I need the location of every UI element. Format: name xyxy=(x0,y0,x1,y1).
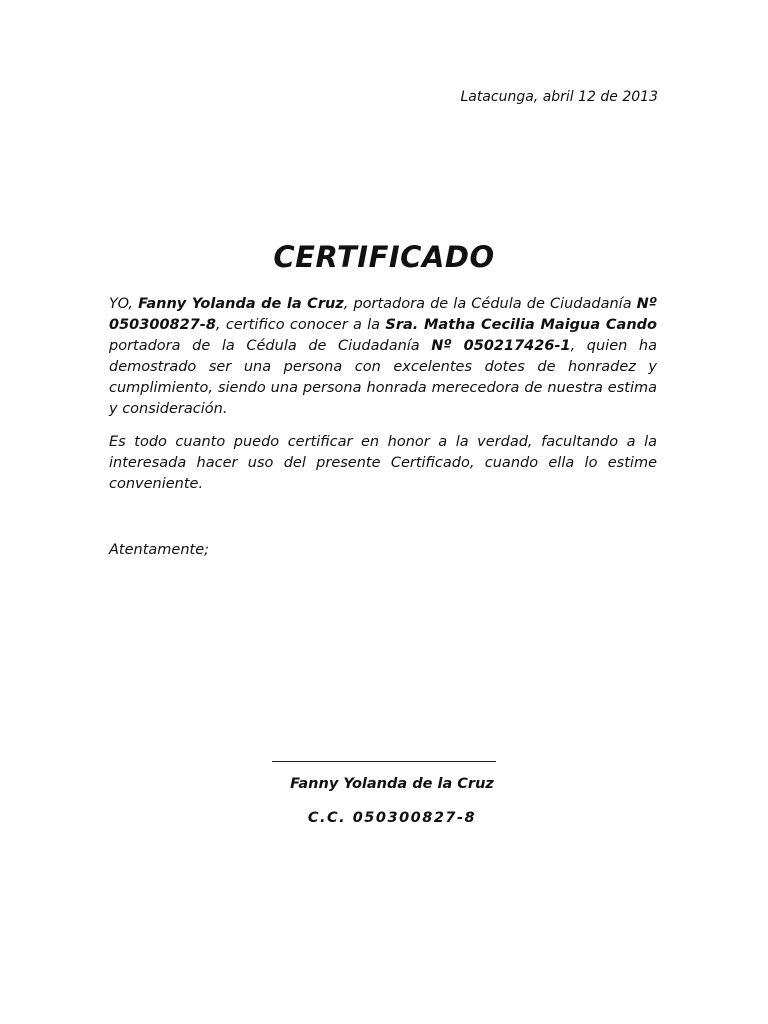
paragraph-text-2: , portadora de la Cédula de Ciudadanía xyxy=(343,296,637,312)
beneficiary-name: Sra. Matha Cecilia Maigua Cando xyxy=(385,317,657,333)
signature-line xyxy=(272,761,496,762)
paragraph-text-5: , quien ha demostrado ser una persona con excelentes dotes de honradez y cumplimiento, siendo una persona honrada merecedora de nuestra estima y consideración. xyxy=(109,338,657,417)
certification-paragraph xyxy=(109,294,657,420)
signer-id: C.C. 050300827-8 xyxy=(307,810,477,826)
certifier-name: Fanny Yolanda de la Cruz xyxy=(138,296,344,312)
paragraph-text-1: YO, xyxy=(109,296,139,312)
certifier-id-number: Nº 050300827-8 xyxy=(109,296,657,333)
signer-name: Fanny Yolanda de la Cruz xyxy=(290,776,494,792)
document-title: CERTIFICADO xyxy=(273,240,495,274)
beneficiary-id-number: Nº 050217426-1 xyxy=(431,338,571,354)
paragraph-text-3: , certifico conocer a la xyxy=(215,317,386,333)
closing-salutation: Atentamente; xyxy=(109,542,210,558)
paragraph-text-4: portadora de la Cédula de Ciudadanía xyxy=(109,338,432,354)
document-date: Latacunga, abril 12 de 2013 xyxy=(460,89,658,105)
closing-paragraph: Es todo cuanto puedo certificar en honor a la verdad, facultando a la interesada hacer uso del presente Certificado, cuando ella lo estime conveniente. xyxy=(109,434,657,492)
